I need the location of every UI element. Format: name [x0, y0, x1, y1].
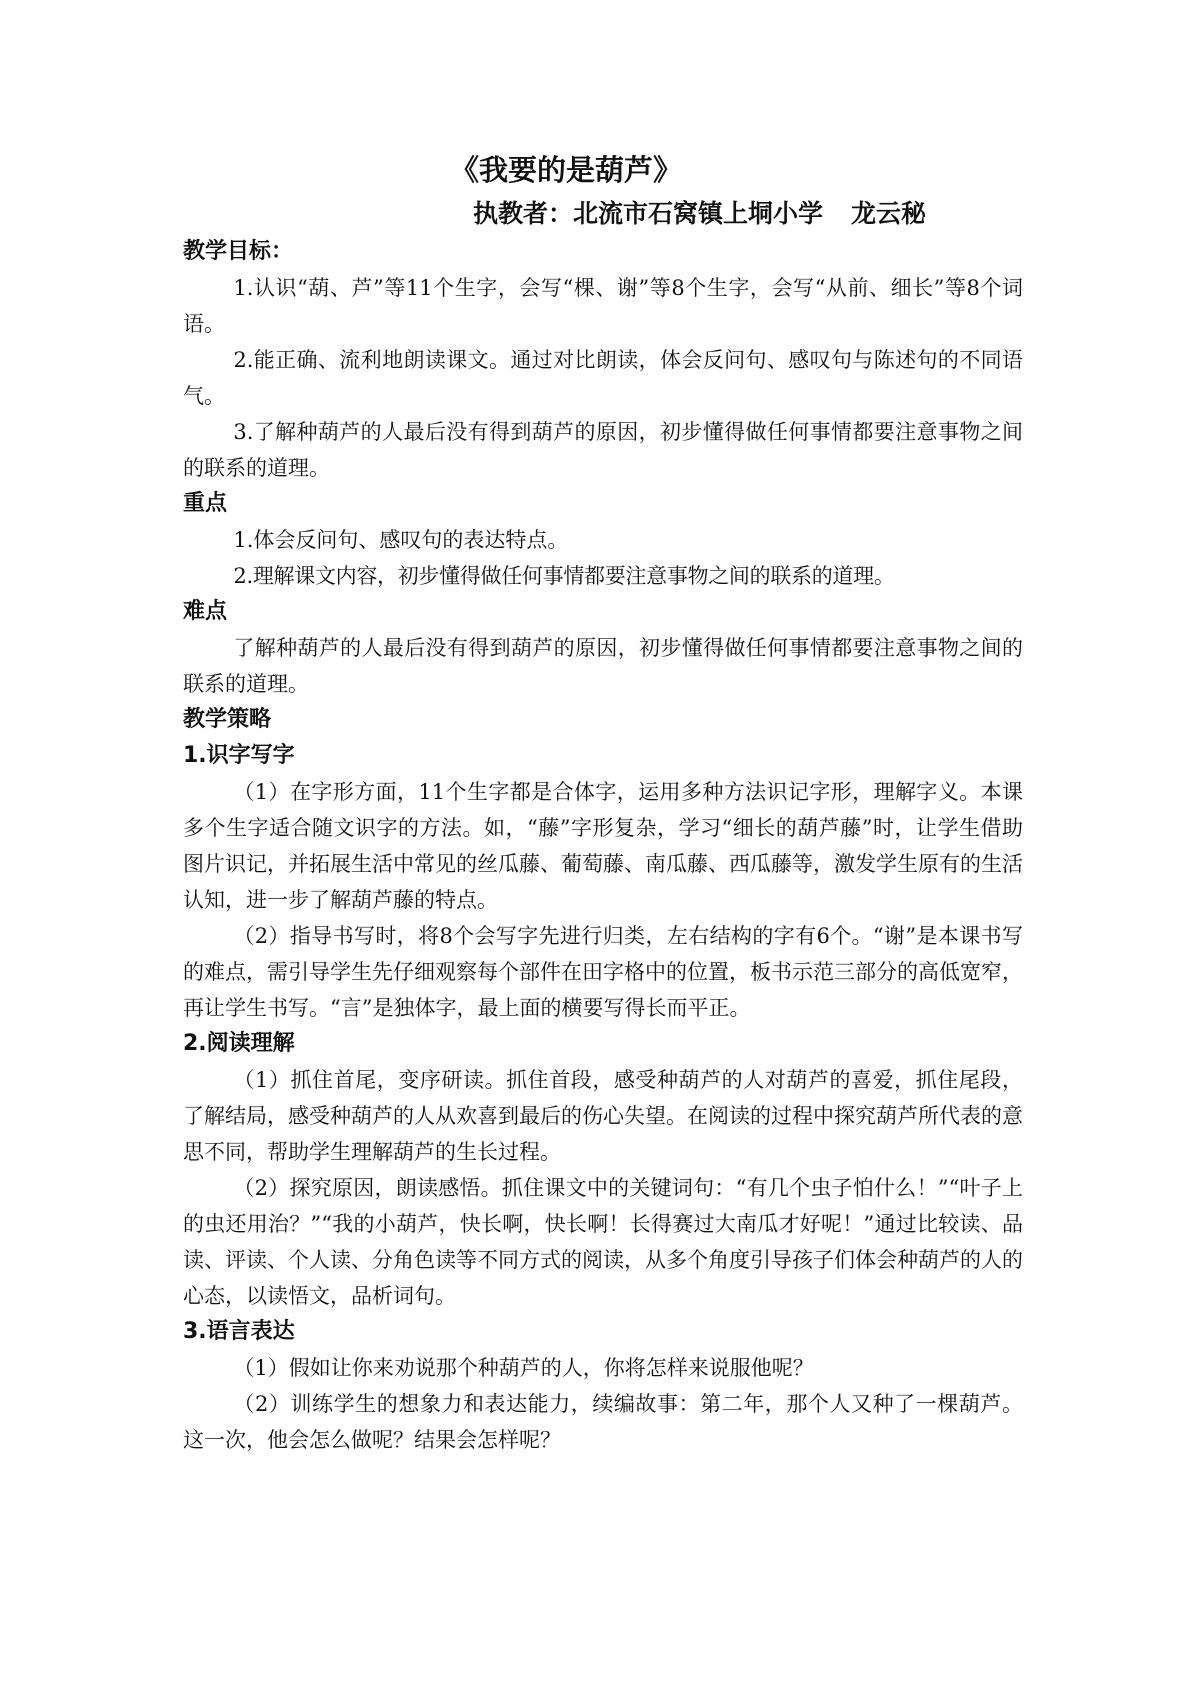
document-page	[183, 150, 1023, 1458]
author-line	[473, 194, 1023, 234]
author-school: 执教者：北流市石窝镇上垌小学	[473, 199, 824, 228]
strategy-sub3-item-2: （2）训练学生的想象力和表达能力，续编故事：第二年，那个人又种了一棵葫芦。这一次，他会怎么做呢？结果会怎样呢？	[183, 1392, 1023, 1452]
document-title: 《我要的是葫芦》	[450, 153, 683, 187]
strategy-sub2-item-1: （1）抓住首尾，变序研读。抓住首段，感受种葫芦的人对葫芦的喜爱，抓住尾段，了解结局，感受种葫芦的人从欢喜到最后的伤心失望。在阅读的过程中探究葫芦所代表的意思不同，帮助学生理解葫芦的生长过程。	[183, 1068, 1023, 1164]
key-points-heading: 重点	[183, 491, 228, 516]
author-name: 龙云秘	[851, 199, 927, 228]
goal-item-1: 1.认识“葫、芦”等11个生字，会写“棵、谢”等8个生字，会写“从前、细长”等8个词语。	[183, 276, 1023, 336]
strategy-sub2-item-2: （2）探究原因，朗读感悟。抓住课文中的关键词句：“有几个虫子怕什么！”“叶子上的虫还用治？”“我的小葫芦，快长啊，快长啊！长得赛过大南瓜才好呢！”通过比较读、品读、评读、个人读、分角色读等不同方式的阅读，从多个角度引导孩子们体会种葫芦的人的心态，以读悟文，品析词句。	[183, 1176, 1023, 1308]
goal-item-3: 3.了解种葫芦的人最后没有得到葫芦的原因，初步懂得做任何事情都要注意事物之间的联系的道理。	[183, 420, 1023, 480]
difficulty-item-1: 了解种葫芦的人最后没有得到葫芦的原因，初步懂得做任何事情都要注意事物之间的联系的道理。	[183, 636, 1023, 696]
goal-item-2: 2.能正确、流利地朗读课文。通过对比朗读，体会反问句、感叹句与陈述句的不同语气。	[183, 348, 1023, 408]
key-point-item-1: 1.体会反问句、感叹句的表达特点。	[233, 528, 569, 552]
strategy-sub3-heading: 3.语言表达	[183, 1319, 295, 1344]
strategy-sub1-item-2: （2）指导书写时，将8个会写字先进行归类，左右结构的字有6个。“谢”是本课书写的难点，需引导学生先仔细观察每个部件在田字格中的位置，板书示范三部分的高低宽窄，再让学生书写。“言”是独体字，最上面的横要写得长而平正。	[183, 924, 1023, 1020]
difficulties-heading: 难点	[183, 599, 228, 624]
strategy-sub2-heading: 2.阅读理解	[183, 1031, 295, 1056]
goals-heading: 教学目标：	[183, 239, 294, 264]
strategy-sub1-item-1: （1）在字形方面，11个生字都是合体字，运用多种方法识记字形，理解字义。本课多个生字适合随文识字的方法。如，“藤”字形复杂，学习“细长的葫芦藤”时，让学生借助图片识记，并拓展生活中常见的丝瓜藤、葡萄藤、南瓜藤、西瓜藤等，激发学生原有的生活认知，进一步了解葫芦藤的特点。	[183, 780, 1023, 912]
strategy-sub1-heading: 1.识字写字	[183, 743, 295, 768]
strategy-heading: 教学策略	[183, 707, 272, 732]
strategy-sub3-item-1: （1）假如让你来劝说那个种葫芦的人，你将怎样来说服他呢？	[233, 1356, 814, 1380]
key-point-item-2: 2.理解课文内容，初步懂得做任何事情都要注意事物之间的联系的道理。	[233, 564, 895, 588]
